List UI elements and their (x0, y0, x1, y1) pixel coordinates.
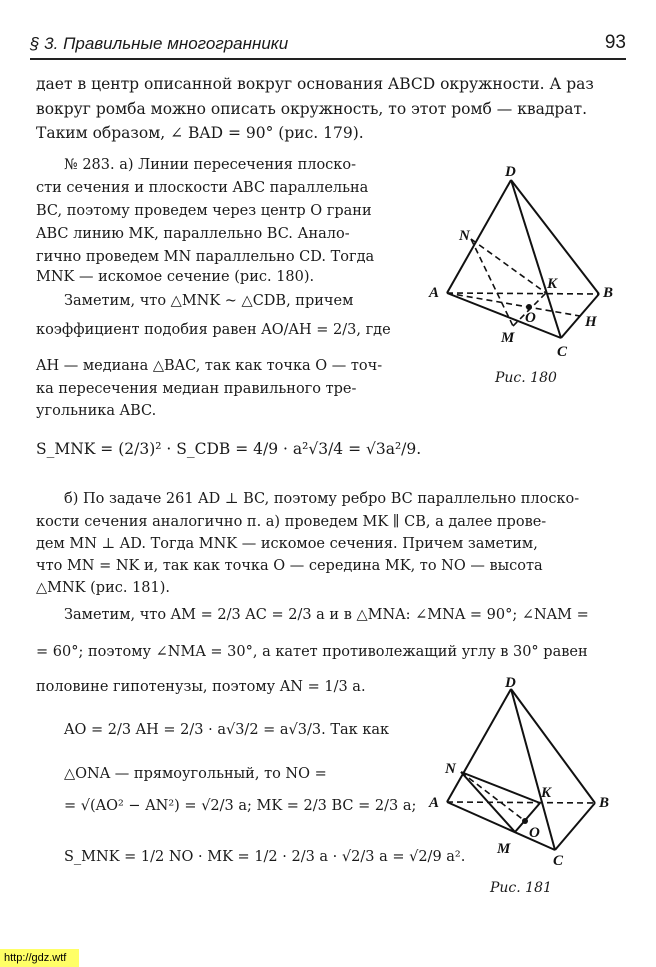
label-n: N (459, 228, 470, 244)
intro-line: Таким образом, ∠ BAD = 90° (рис. 179). (36, 124, 364, 142)
problem-a-line: BC, поэтому проведем через центр O грани (36, 203, 372, 219)
label-m: M (501, 330, 515, 346)
label-a: A (429, 795, 440, 811)
problem-b-line: половине гипотенузы, поэтому AN = 1/3 a. (36, 679, 366, 695)
formula-area-a: S_MNK = (2/3)² · S_CDB = 4/9 · a²√3/4 = √3a²/9. (36, 440, 422, 458)
problem-a-line: ка пересечения медиан правильного тре- (36, 381, 357, 397)
label-d: D (505, 164, 516, 180)
problem-a-line: № 283. а) Линии пересечения плоско- (64, 157, 356, 173)
intro-line: дает в центр описанной вокруг основания ABCD окружности. А раз (36, 75, 594, 93)
figure-180-caption: Рис. 180 (495, 370, 557, 386)
problem-a-line: Заметим, что △MNK ~ △CDB, причем (64, 293, 354, 309)
problem-b-line: кости сечения аналогично п. а) проведем MK ∥ CB, а далее прове- (36, 514, 547, 530)
edge-dc (511, 180, 561, 338)
label-o: O (529, 825, 540, 841)
label-m: M (497, 841, 511, 857)
label-c: C (557, 344, 568, 360)
intro-line: вокруг ромба можно описать окружность, то этот ромб — квадрат. (36, 100, 588, 118)
formula-ao: AO = 2/3 AH = 2/3 · a√3/2 = a√3/3. Так как (64, 722, 390, 738)
edge-db (511, 689, 595, 803)
edge-ab-hidden (447, 293, 599, 294)
label-n: N (445, 761, 456, 777)
problem-b-line: = 60°; поэтому ∠NMA = 30°, а катет противолежащий углу в 30° равен (36, 644, 588, 660)
edge-cb (555, 803, 595, 850)
segment-nm (471, 239, 513, 326)
segment-nk (461, 772, 540, 803)
formula-no-mk: = √(AO² − AN²) = √2/3 a; MK = 2/3 BC = 2/3 a; (64, 798, 417, 814)
page-header (30, 30, 626, 56)
problem-b-line: б) По задаче 261 AD ⊥ BC, поэтому ребро BC параллельно плоско- (64, 491, 580, 507)
label-a: A (429, 285, 440, 301)
segment-nk (471, 239, 546, 293)
figure-181 (425, 675, 625, 885)
header-rule (30, 58, 626, 60)
problem-a-line: угольника ABC. (36, 403, 157, 419)
label-d: D (505, 675, 516, 691)
problem-b-line: Заметим, что AM = 2/3 AC = 2/3 a и в △MNA: ∠MNA = 90°; ∠NAM = (64, 607, 589, 623)
label-h: H (585, 314, 597, 330)
label-b: B (603, 285, 614, 301)
problem-b-line: дем MN ⊥ AD. Тогда MNK — искомое сечения. Причем заметим, (36, 536, 538, 552)
section-title: § 3. Правильные многогранники (30, 34, 289, 53)
problem-a-line: ABC линию MK, параллельно BC. Анало- (36, 226, 350, 242)
problem-b-line: △ONA — прямоугольный, то NO = (64, 766, 327, 782)
problem-b-line: △MNK (рис. 181). (36, 580, 171, 596)
label-b: B (599, 795, 610, 811)
label-c: C (553, 853, 564, 869)
problem-a-line: AH — медиана △BAC, так как точка O — точ- (36, 358, 383, 374)
median-ah (447, 293, 580, 316)
watermark-link[interactable]: http://gdz.wtf (0, 949, 79, 967)
segment-no (461, 772, 525, 821)
problem-a-line: MNK — искомое сечение (рис. 180). (36, 269, 315, 285)
problem-a-line: коэффициент подобия равен AO/AH = 2/3, где (36, 322, 391, 338)
point-o (522, 818, 528, 824)
label-o: O (525, 310, 536, 326)
problem-a-line: сти сечения и плоскости ABC параллельна (36, 180, 369, 196)
edge-ab-hidden (447, 802, 595, 803)
figure-181-caption: Рис. 181 (490, 880, 552, 896)
page-number: 93 (604, 32, 626, 53)
label-k: K (541, 785, 552, 801)
figure-180 (425, 160, 625, 390)
label-k: K (547, 276, 558, 292)
problem-b-line: что MN = NK и, так как точка O — середина MK, то NO — высота (36, 558, 543, 574)
formula-area-b: S_MNK = 1/2 NO · MK = 1/2 · 2/3 a · √2/3 a = √2/9 a². (64, 849, 466, 865)
edge-da (447, 180, 511, 293)
problem-a-line: гично проведем MN параллельно CD. Тогда (36, 249, 375, 265)
